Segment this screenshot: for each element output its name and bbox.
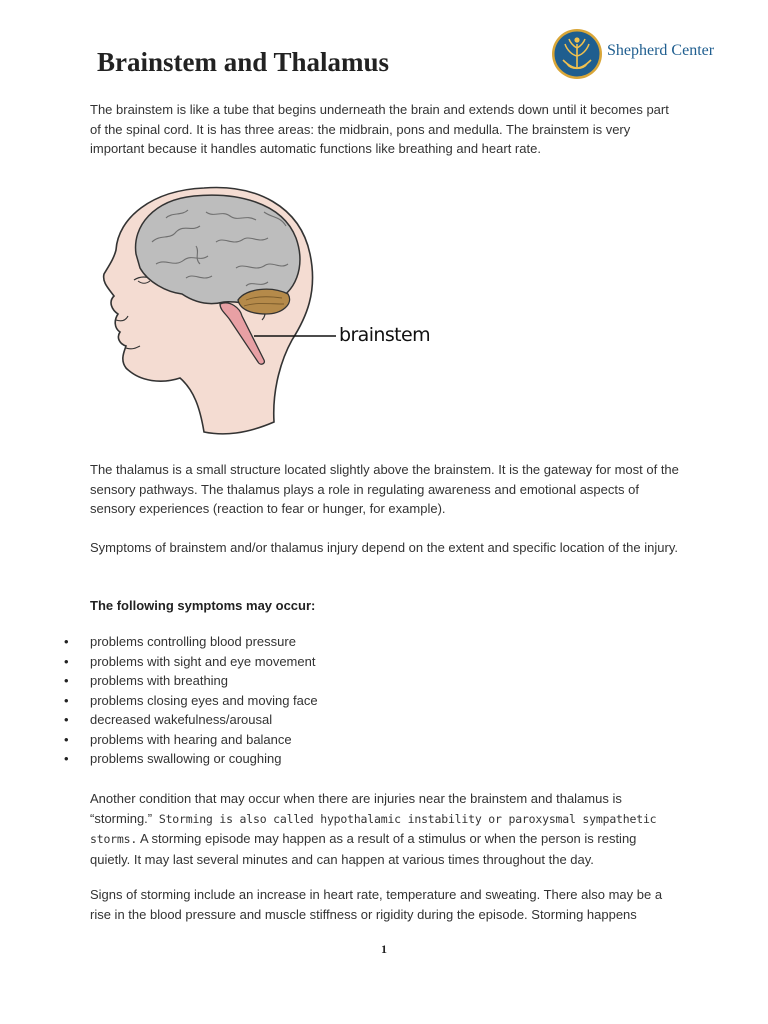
- brainstem-figure: [96, 182, 436, 438]
- list-item-text: problems controlling blood pressure: [90, 634, 296, 649]
- bullet: •: [64, 731, 69, 747]
- list-item-text: decreased wakefulness/arousal: [90, 712, 273, 727]
- storming-paragraph: [90, 789, 680, 869]
- bullet: •: [64, 751, 69, 766]
- storming-signs-paragraph: Signs of storming include an increase in heart rate, temperature and sweating. There also may be a rise in the blood pressure and muscle stiffness or rigidity during the episode. Storming happens: [90, 887, 663, 922]
- list-item-text: problems closing eyes and moving face: [90, 692, 318, 708]
- shepherd-center-logo: [551, 28, 741, 82]
- list-item-text: problems with hearing and balance: [90, 731, 292, 747]
- bullet: •: [64, 673, 69, 688]
- list-item-text: problems with sight and eye movement: [90, 653, 316, 669]
- head-brain-illustration: [96, 182, 436, 438]
- bullet: •: [64, 692, 69, 708]
- symptoms-heading: The following symptoms may occur:: [90, 598, 316, 613]
- shepherd-center-emblem-icon: [551, 28, 603, 80]
- intro-paragraph: The brainstem is like a tube that begins underneath the brain and extends down until it becomes part of the spinal cord. It is has three areas: the midbrain, pons and medulla. The brainstem is very important because it handles automatic functions like breathing and heart rate.: [90, 102, 669, 156]
- document-title: Brainstem and Thalamus: [97, 47, 390, 77]
- storming-paragraph-part3: A storming episode may happen as a result of a stimulus or when the person is resting quietly. It may last several minutes and can happen at various times throughout the day.: [90, 831, 637, 867]
- symptoms-intro-paragraph: Symptoms of brainstem and/or thalamus injury depend on the extent and specific location of the injury.: [90, 540, 678, 555]
- list-item-text: problems swallowing or coughing: [90, 751, 282, 766]
- storming-paragraph-part1: Another condition that may occur when there are injuries near the brainstem and thalamus is “storming.”: [90, 791, 622, 826]
- bullet: •: [64, 653, 69, 669]
- storming-paragraph-part2: Storming is also called hypothalamic instability or paroxysmal sympathetic storms.: [90, 811, 657, 846]
- bullet: •: [64, 634, 69, 649]
- brainstem-label: brainstem: [339, 324, 430, 346]
- logo-text: Shepherd Center: [607, 42, 715, 59]
- bullet: •: [64, 712, 69, 727]
- thalamus-paragraph: The thalamus is a small structure located slightly above the brainstem. It is the gateway for most of the sensory pathways. The thalamus plays a role in regulating awareness and emotional aspects of sensory experiences (reaction to fear or hunger, for example).: [90, 462, 679, 516]
- list-item-text: problems with breathing: [90, 673, 229, 688]
- page-number: 1: [381, 942, 387, 956]
- cerebellum: [238, 289, 290, 314]
